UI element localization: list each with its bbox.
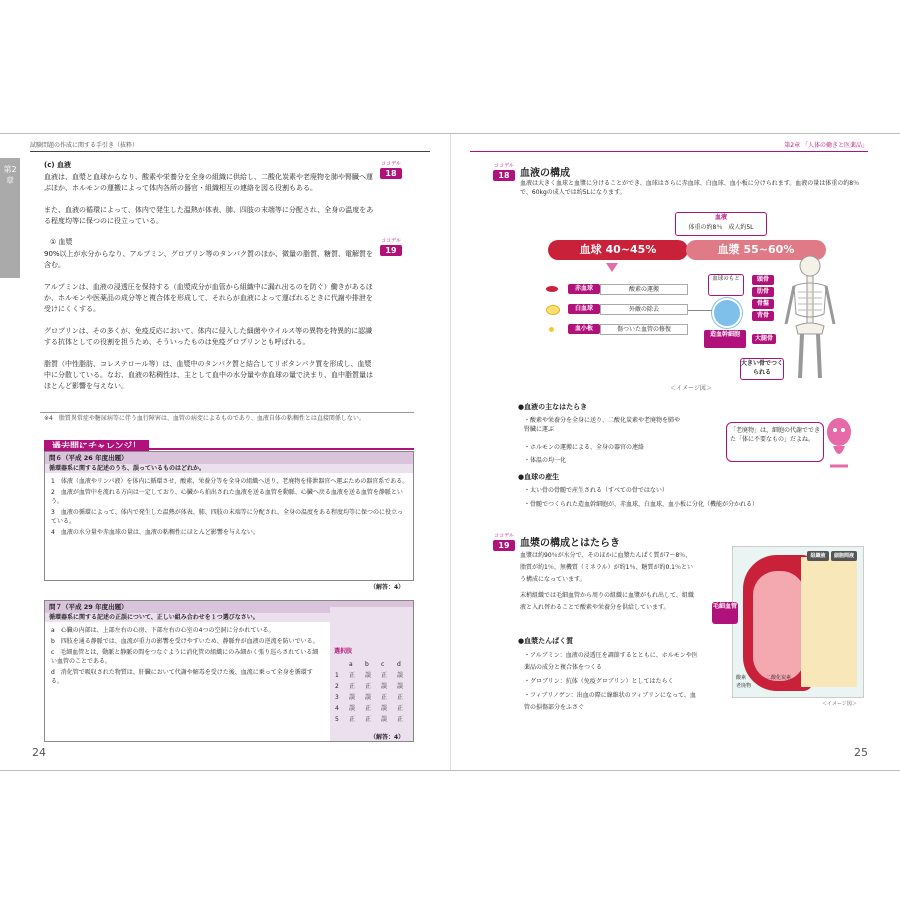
- q6-head: 問６（平成 26 年度出題）: [45, 452, 413, 464]
- choice-row: 3 誤 誤 正 正: [335, 694, 404, 701]
- protein-item: ・アルブミン：血液の浸透圧を調節するとともに、ホルモンや医薬品の成分と複合体をつくる: [524, 652, 698, 671]
- chapter-tab: 第2章: [0, 158, 20, 278]
- blood-volume-callout: 血液 体重の約8％ 成人約5L: [675, 212, 767, 236]
- row-role-platelet: 傷ついた血管の修復: [600, 324, 688, 335]
- image-caption: ＜イメージ図＞: [670, 385, 712, 392]
- q7-item: d 消化管で吸収された物質は、肝臓において代謝や解毒を受けた後、血流に乗って全身を循環する。: [51, 669, 313, 685]
- plasma-intro-2: 末梢組織では毛細血管から周りの組織に血漿がもれ出して、組織液と入れ替わることで酸素や栄養分を供給しています。: [520, 592, 694, 611]
- page-number-right: 25: [854, 746, 868, 759]
- choice-row: 2 正 正 誤 誤: [335, 683, 404, 690]
- koko-tag-19: ココデル 19: [494, 533, 514, 550]
- plasma-para-2: アルブミンは、血液の浸透圧を保持する（血漿成分が血管から組織中に漏れ出るのを防ぐ）働きがあるほか、ホルモンや医薬品の成分等と複合体を形成して、それらが血液によって運ばれるときに代謝や排泄を受けにくくする。: [44, 283, 373, 313]
- function-item: ・ホルモンの運搬による、全身の器官の連絡: [524, 444, 645, 451]
- q6-lead: 循環器系に関する記述のうち、誤っているものはどれか。: [45, 464, 413, 473]
- row-role-wbc: 外敵の除去: [600, 304, 688, 315]
- protein-item: ・グロブリン：抗体（免疫グロブリン）としてはたらく: [524, 678, 674, 685]
- header-rule: [470, 151, 868, 152]
- marrow-label: 肋骨: [752, 287, 774, 297]
- production-item: ・太い骨の骨髄で産生される（すべての骨ではない）: [524, 487, 668, 494]
- connector: [688, 310, 712, 311]
- blood-intro-1: 血液は、血漿と血球からなり、酸素や栄養分を全身の組織に供給し、二酸化炭素や老廃物を肺や腎臓へ運ぶほか、ホルモンの運搬によって体内各所の器官・組織相互の連絡を図る役割もある。: [44, 173, 373, 192]
- mascot-illustration: [822, 414, 856, 468]
- functions-title: ●血液の主なはたらき: [518, 403, 588, 411]
- q6-item: 2 血液が血管中を流れる方向は一定しており、心臓から拍出された血液を送る血管を動脈、心臓へ戻る血液を送る血管を静脈という。: [51, 489, 403, 505]
- legend-item: 二酸化炭素: [766, 675, 792, 681]
- choice-row: 4 誤 正 誤 正: [335, 705, 404, 712]
- koko-tag-18: ココデル 18: [381, 161, 401, 178]
- function-item: ・酸素や栄養分を全身に送り、二酸化炭素や老廃物を肺や腎臓に運ぶ: [524, 417, 681, 433]
- speech-bubble: 「老廃物」は、細胞の代謝でできた「体に不要なもの」だよね。: [726, 422, 824, 462]
- plasma-intro-1: 血漿は約90％が水分で、そのほかに血漿たんぱく質が7～8％、脂質が約1％、無機質（ミネラル）が約1％、糖質が約0.1％という構成になっています。: [520, 552, 693, 583]
- legend-item: 酸素: [736, 675, 747, 681]
- question-7: [44, 600, 414, 742]
- blood-intro-2: また、血液の循環によって、体内で発生した温熱が体表、肺、四肢の末端等に分配され、全身の温度をある程度均等に保つのに役立っている。: [44, 206, 374, 225]
- function-item: ・体温の均一化: [524, 457, 567, 464]
- row-role-rbc: 酸素の運搬: [600, 284, 688, 295]
- page-number-left: 24: [32, 746, 46, 759]
- production-title: ●血球の産生: [518, 473, 560, 481]
- skeleton-illustration: [780, 252, 840, 382]
- header-rule: [30, 151, 430, 152]
- q7-lead: 循環器系に関する記述の正誤について、正しい組み合わせを１つ選びなさい。: [45, 613, 413, 622]
- q7-head: 問７（平成 29 年度出題）: [45, 601, 413, 613]
- plasma-para-4: 脂質（中性脂肪、コレステロール等）は、血漿中のタンパク質と結合してリポタンパク質を形成し、血漿中に分散している。なお、血液の粘稠性は、主として血中の水分量や赤血球の量で決まり、血中脂質量はほとんど影響を与えない。: [44, 360, 373, 390]
- marrow-label: 背骨: [752, 311, 774, 321]
- right-page: [450, 134, 900, 770]
- koko-tag-19: ココデル 19: [381, 238, 401, 255]
- choice-row: 1 正 誤 正 誤: [335, 672, 404, 679]
- section-title-blood: 血液の構成: [520, 168, 570, 179]
- question-6: [44, 451, 414, 581]
- q7-item: a 心臓の内部は、上部左右の心房、下部左右の心室の4つの空洞に分かれている。: [51, 627, 275, 634]
- capillary-tag: 毛細血管: [712, 602, 738, 624]
- arrow-down-icon: [606, 263, 618, 272]
- blood-cell-bar: 血球 40~45%: [548, 240, 688, 260]
- white-cell-icon: [546, 305, 560, 315]
- red-cell-icon: [546, 286, 558, 292]
- q7-answer: （解答：4）: [370, 734, 405, 741]
- protein-item: ・フィブリノゲン：出血の際に線維状のフィブリンになって、血管の損傷部分をふさぐ: [524, 692, 696, 711]
- q7-item: b 四肢を通る静脈では、血流が重力の影響を受けやすいため、静脈弁が血液の逆流を防いでいる。: [51, 638, 319, 645]
- section-title-plasma: 血漿の構成とはたらき: [520, 538, 620, 549]
- bone-note: 大きい骨でつくられる: [740, 358, 784, 380]
- q6-item: 1 体液（血液やリンパ液）を体内に循環させ、酸素、栄養分等を全身の組織へ送り、老廃物を排泄器官へ運ぶための器官系である。: [51, 478, 409, 485]
- image-caption: ＜イメージ図＞: [822, 701, 857, 707]
- running-header: 試験問題の作成に関する手引き（抜粋）: [30, 142, 139, 149]
- footnote: ※4 脂質異常症や糖尿病等に伴う血行障害は、血管の病変によるものであり、血液自体の粘稠性とは直接関係しない。: [44, 415, 365, 422]
- col-label: 細胞間液: [831, 551, 857, 561]
- legend-item: 老廃物: [736, 683, 752, 689]
- choice-row: 5 正 正 誤 正: [335, 716, 404, 723]
- marrow-label: 骨盤: [752, 299, 774, 309]
- challenge-title: 過去問にチャレンジ！: [44, 440, 149, 455]
- section-title: (c) 血液: [44, 161, 71, 169]
- q6-item: 4 血液の水分量や赤血球の量は、血液の粘稠性にほとんど影響を与えない。: [51, 529, 259, 536]
- vessel-lumen: [753, 571, 805, 681]
- row-label-wbc: 白血球: [568, 304, 600, 314]
- choice-grid: a b c d 1 正 誤 正 誤 2 正 正 誤 誤 3 誤 誤 正 正 4 誤 正 誤 正 5 正 正 誤 正: [334, 659, 412, 725]
- row-label-platelet: 血小板: [568, 324, 600, 334]
- q7-item: c 毛細血管とは、動脈と静脈の間をつなぐように消化管の組織にのみ細かく張り巡らされている細い血管のことである。: [51, 649, 319, 665]
- row-label-rbc: 赤血球: [568, 284, 600, 294]
- marrow-label: 大腿骨: [752, 334, 776, 344]
- plasma-bar: 血漿 55~60%: [686, 240, 826, 260]
- production-item: ・骨髄でつくられた造血幹細胞が、赤血球、白血球、血小板に分化（機能が分かれる）: [524, 501, 759, 508]
- choice-table: [330, 607, 413, 741]
- platelet-icon: [549, 327, 554, 332]
- plasma-para-1: 90%以上が水分からなり、アルブミン、グロブリン等のタンパク質のほか、微量の脂質、糖質、電解質を含む。: [44, 250, 373, 269]
- protein-title: ●血漿たんぱく質: [518, 637, 574, 645]
- running-header: 第2章 「人体の働きと医薬品」: [784, 142, 868, 149]
- capillary-illustration: [732, 546, 864, 698]
- challenge-heading: [44, 434, 414, 452]
- choice-title: 選択肢: [334, 648, 353, 655]
- footnote-rule: [40, 412, 414, 413]
- blood-intro: 血液は大きく血球と血漿に分けることができ、血球はさらに赤血球、白血球、血小板に分けられます。血液の量は体重の約8％で、60kgの成人では約5Lになります。: [520, 180, 860, 196]
- q6-answer: （解答：4）: [370, 584, 405, 591]
- plasma-subtitle: ① 血漿: [50, 238, 73, 246]
- left-page: [0, 134, 451, 770]
- koko-tag-18: ココデル 18: [494, 163, 514, 180]
- book-spread: [0, 133, 900, 771]
- stem-origin-label: 血球のもと: [708, 274, 744, 296]
- stem-cell-label: 造血幹細胞: [704, 330, 746, 348]
- col-label: 組織液: [807, 551, 829, 561]
- tissue-cells: [801, 557, 857, 687]
- stem-cell-icon: [712, 298, 742, 328]
- marrow-label: 頭骨: [752, 275, 774, 285]
- q6-item: 3 血液の循環によって、体内で発生した温熱が体表、肺、四肢の末端等に分配され、全身の温度をある程度均等に保つのに役立っている。: [51, 509, 404, 525]
- plasma-para-3: グロブリンは、その多くが、免疫反応において、体内に侵入した細菌やウイルス等の異物を特異的に認識する抗体としての役割を担うため、そういったものは免疫グロブリンとも呼ばれる。: [44, 327, 373, 346]
